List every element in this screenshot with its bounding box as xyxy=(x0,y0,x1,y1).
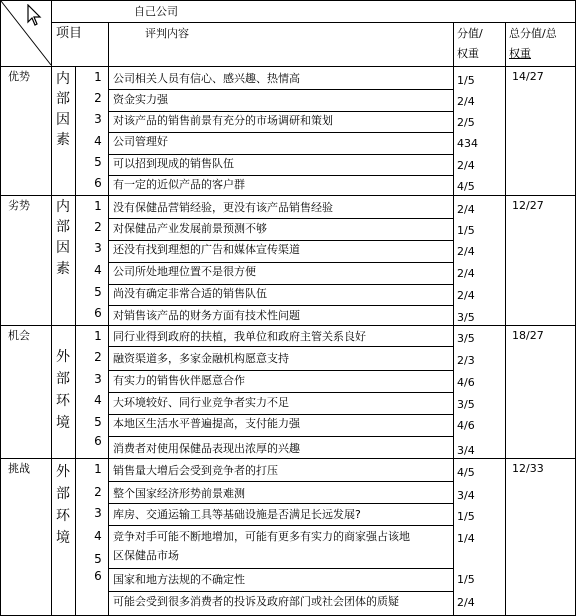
factor-char: 境 xyxy=(56,415,70,431)
row-score: 3/5 xyxy=(457,332,475,345)
row-number: 1 xyxy=(94,70,102,84)
row-divider xyxy=(108,240,453,241)
factor-column-line xyxy=(75,66,76,195)
factor-char: 内 xyxy=(56,71,70,87)
row-number: 5 xyxy=(94,155,102,169)
row-score: 2/4 xyxy=(457,95,475,108)
row-score: 2/5 xyxy=(457,116,475,129)
section-label: 挑战 xyxy=(8,462,30,475)
table-border-top xyxy=(0,0,576,1)
row-content: 同行业得到政府的扶植，我单位和政府主管关系良好 xyxy=(113,330,366,343)
row-content: 尚没有确定非常合适的销售队伍 xyxy=(113,287,267,300)
row-score: 1/5 xyxy=(457,74,475,87)
row-number: 2 xyxy=(94,350,102,364)
row-score: 1/4 xyxy=(457,532,475,545)
row-divider xyxy=(108,132,453,133)
row-number: 4 xyxy=(94,393,102,407)
section-total: 12/33 xyxy=(512,462,544,475)
row-number: 2 xyxy=(94,485,102,499)
row-content: 还没有找到理想的广告和媒体宣传渠道 xyxy=(113,243,300,256)
row-number: 2 xyxy=(94,220,102,234)
row-number: 3 xyxy=(94,112,102,126)
row-content: 可以招到现成的销售队伍 xyxy=(113,157,234,170)
row-score: 4/6 xyxy=(457,419,475,432)
row-score: 1/5 xyxy=(457,224,475,237)
row-content: 消费者对使用保健品表现出浓厚的兴趣 xyxy=(113,442,300,455)
factor-char: 素 xyxy=(56,261,70,277)
factor-column-line xyxy=(75,325,76,458)
row-score: 3/4 xyxy=(457,489,475,502)
row-content: 公司管理好 xyxy=(113,135,168,148)
row-content: 销售量大增后会受到竞争者的打压 xyxy=(113,464,278,477)
row-content: 可能会受到很多消费者的投诉及政府部门或社会团体的质疑 xyxy=(113,595,399,608)
factor-char: 部 xyxy=(56,371,70,387)
row-score: 3/5 xyxy=(457,398,475,411)
row-number: 1 xyxy=(94,462,102,476)
row-number: 5 xyxy=(94,552,102,566)
row-number: 2 xyxy=(94,91,102,105)
factor-char: 境 xyxy=(56,530,70,546)
header-item: 项目 xyxy=(56,26,83,41)
row-divider xyxy=(108,262,453,263)
row-content-continued: 区保健品市场 xyxy=(113,549,179,562)
row-divider xyxy=(108,392,453,393)
factor-char: 外 xyxy=(56,464,70,480)
section-divider xyxy=(0,458,576,459)
factor-char: 部 xyxy=(56,219,70,235)
row-number: 4 xyxy=(94,263,102,277)
row-divider xyxy=(108,503,453,504)
section-total: 12/27 xyxy=(512,199,544,212)
header-total-line1: 总分值/总 xyxy=(509,27,557,40)
row-content: 库房、交通运输工具等基础设施是否满足长远发展? xyxy=(113,508,361,521)
factor-char: 素 xyxy=(56,132,70,148)
row-number: 3 xyxy=(94,372,102,386)
header-bottom-line xyxy=(0,66,576,67)
header-company: 自己公司 xyxy=(134,5,178,18)
factor-char: 环 xyxy=(56,393,70,409)
header-content-line xyxy=(108,22,109,66)
row-number: 5 xyxy=(94,415,102,429)
row-number: 4 xyxy=(94,134,102,148)
factor-char: 环 xyxy=(56,508,70,524)
row-divider xyxy=(108,591,453,592)
factor-column-line xyxy=(75,458,76,616)
row-number: 1 xyxy=(94,329,102,343)
section-divider xyxy=(0,195,576,196)
row-divider xyxy=(108,154,453,155)
row-score: 2/3 xyxy=(457,354,475,367)
row-number: 1 xyxy=(94,199,102,213)
row-content: 对销售该产品的财务方面有技术性问题 xyxy=(113,309,300,322)
row-content: 对该产品的销售前景有充分的市场调研和策划 xyxy=(113,114,333,127)
row-content: 融资渠道多，多家金融机构愿意支持 xyxy=(113,352,289,365)
row-score: 2/4 xyxy=(457,596,475,609)
row-divider xyxy=(108,414,453,415)
section-label: 劣势 xyxy=(8,199,30,212)
row-score: 2/4 xyxy=(457,289,475,302)
section-label: 优势 xyxy=(8,70,30,83)
row-content: 整个国家经济形势前景难测 xyxy=(113,487,245,500)
header-total-line2: 权重 xyxy=(509,47,531,60)
factor-char: 内 xyxy=(56,199,70,215)
row-divider xyxy=(108,525,453,526)
row-content: 有实力的销售伙伴愿意合作 xyxy=(113,374,245,387)
factor-char: 部 xyxy=(56,91,70,107)
factor-char: 外 xyxy=(56,349,70,365)
row-divider xyxy=(108,568,453,569)
row-number: 6 xyxy=(94,434,102,448)
row-number: 3 xyxy=(94,241,102,255)
row-score: 3/5 xyxy=(457,311,475,324)
row-divider xyxy=(108,89,453,90)
row-divider xyxy=(108,436,453,437)
row-divider xyxy=(108,481,453,482)
row-content: 有一定的近似产品的客户群 xyxy=(113,178,245,191)
total-column-line xyxy=(505,22,506,616)
header-content: 评判内容 xyxy=(145,27,189,40)
row-score: 1/5 xyxy=(457,573,475,586)
row-number: 6 xyxy=(94,306,102,320)
header-score-line2: 权重 xyxy=(457,47,479,60)
row-score: 2/4 xyxy=(457,267,475,280)
header-line xyxy=(51,22,575,23)
row-number: 4 xyxy=(94,529,102,543)
row-content: 对保健品产业发展前景预测不够 xyxy=(113,222,267,235)
section-divider xyxy=(0,325,576,326)
row-content: 没有保健品营销经验，更没有该产品销售经验 xyxy=(113,201,333,214)
score-column-line xyxy=(453,22,454,616)
factor-char: 因 xyxy=(56,240,70,256)
row-score: 4/5 xyxy=(457,466,475,479)
table-border-left xyxy=(0,0,1,616)
factor-column-line xyxy=(75,195,76,325)
section-label: 机会 xyxy=(8,329,30,342)
row-content: 资金实力强 xyxy=(113,93,168,106)
row-number: 3 xyxy=(94,506,102,520)
row-content: 竞争对手可能不断地增加，可能有更多有实力的商家强占该地 xyxy=(113,530,410,543)
section-total: 18/27 xyxy=(512,329,544,342)
row-divider xyxy=(108,111,453,112)
row-content: 国家和地方法规的不确定性 xyxy=(113,573,245,586)
header-score-line1: 分值/ xyxy=(457,27,483,40)
row-divider xyxy=(108,218,453,219)
row-score: 2/4 xyxy=(457,245,475,258)
row-divider xyxy=(108,346,453,347)
row-score: 1/5 xyxy=(457,510,475,523)
factor-char: 部 xyxy=(56,486,70,502)
row-score: 4/6 xyxy=(457,376,475,389)
row-content: 本地区生活水平普遍提高，支付能力强 xyxy=(113,417,300,430)
row-number: 6 xyxy=(94,176,102,190)
label-column-line xyxy=(51,0,52,616)
row-divider xyxy=(108,305,453,306)
section-total: 14/27 xyxy=(512,70,544,83)
row-divider xyxy=(108,175,453,176)
row-score: 4/5 xyxy=(457,180,475,193)
row-score: 2/4 xyxy=(457,203,475,216)
row-number: 6 xyxy=(94,569,102,583)
row-score: 3/4 xyxy=(457,444,475,457)
row-content: 大环境较好、同行业竞争者实力不足 xyxy=(113,396,289,409)
row-content: 公司相关人员有信心、感兴趣、热情高 xyxy=(113,72,300,85)
header-diagonal xyxy=(0,0,52,66)
row-score: 2/4 xyxy=(457,159,475,172)
row-divider-extra xyxy=(108,590,109,616)
row-content: 公司所处地理位置不是很方便 xyxy=(113,265,256,278)
row-number: 5 xyxy=(94,285,102,299)
row-divider xyxy=(108,370,453,371)
row-score: 434 xyxy=(457,137,478,150)
row-divider xyxy=(108,284,453,285)
factor-char: 因 xyxy=(56,112,70,128)
